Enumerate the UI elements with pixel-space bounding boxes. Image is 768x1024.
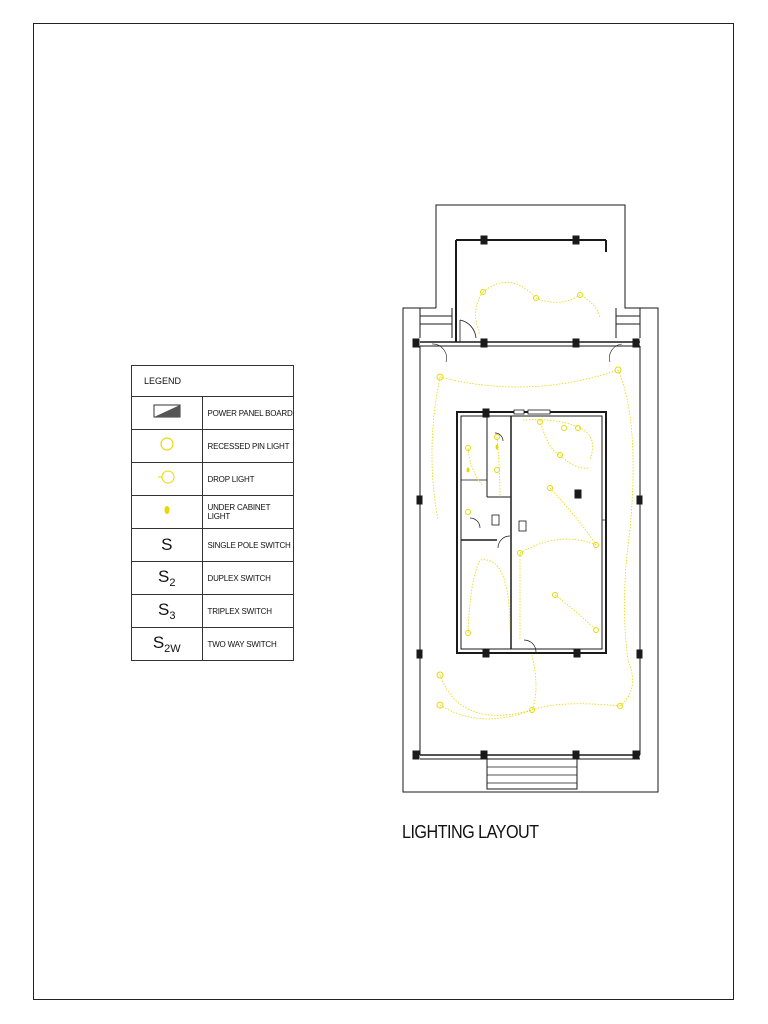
two-way-switch-symbol: $S_{2W}$ xyxy=(152,633,181,655)
legend-label: RECESSED PIN LIGHT xyxy=(202,430,293,463)
legend-label: SINGLE POLE SWITCH xyxy=(202,529,293,562)
bottom-porch xyxy=(413,751,640,789)
legend-label: TWO WAY SWITCH xyxy=(202,628,293,661)
drawing-title: LIGHTING LAYOUT xyxy=(402,822,539,842)
duplex-switch-symbol: $S_2$ xyxy=(158,567,176,589)
mid-wall xyxy=(413,320,640,362)
legend-label: TRIPLEX SWITCH xyxy=(202,595,293,628)
under-cabinet-lights xyxy=(467,445,499,473)
triplex-switch-symbol: $S_3$ xyxy=(158,600,176,622)
house-interior xyxy=(457,409,606,657)
legend-label: UNDER CABINET LIGHT xyxy=(202,496,293,529)
upper-porch xyxy=(456,236,606,342)
legend-title: LEGEND xyxy=(132,366,294,397)
legend-label: POWER PANEL BOARD xyxy=(202,397,293,430)
legend-label: DUPLEX SWITCH xyxy=(202,562,293,595)
side-walls xyxy=(417,346,642,755)
single-pole-switch-symbol: S xyxy=(161,535,173,554)
legend-label: DROP LIGHT xyxy=(202,463,293,496)
